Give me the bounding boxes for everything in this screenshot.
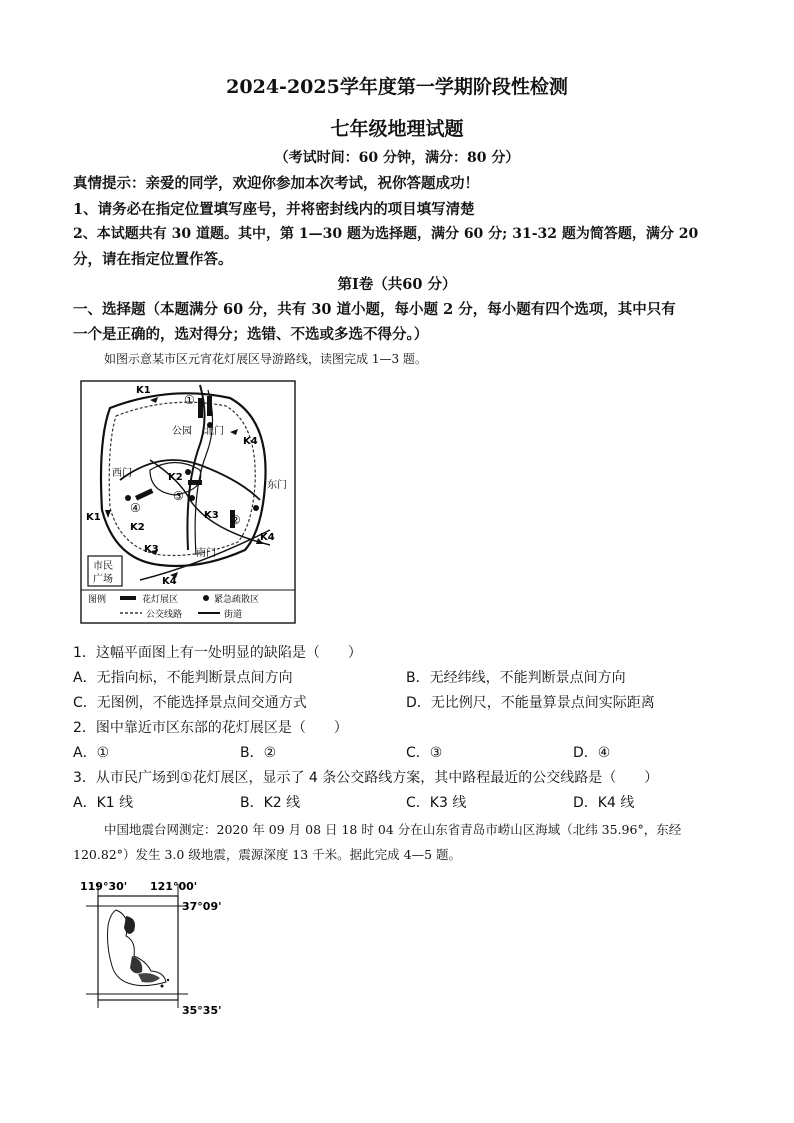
label-east-gate: 东门: [267, 480, 287, 491]
lantern-map-svg: [80, 380, 296, 624]
intro-q4-5-a: 中国地震台网测定：2020 年 09 月 08 日 18 时 04 分在山东省青岛市崂山区海域（北纬 35.96°，东经: [104, 822, 682, 837]
lantern-zone-3: [188, 480, 202, 485]
lantern-map: [80, 380, 296, 624]
label-k2-left: K2: [130, 522, 145, 533]
note-line-2b: 分，请在指定位置作答。: [73, 251, 233, 268]
q3-option-d: D．K4 线: [573, 795, 635, 811]
legend-lantern: 花灯展区: [142, 595, 179, 605]
intro-q4-5-b: 120.82°）发生 3.0 级地震，震源深度 13 千米。据此完成 4—5 题。: [73, 847, 462, 862]
part1-instruction-a: 一、选择题（本题满分 60 分，共有 30 道小题，每小题 2 分，每小题有四个选项，其中只有: [73, 301, 676, 318]
label-k3-center: K3: [204, 510, 219, 521]
map2-lat-top: 37°09': [182, 900, 222, 913]
q1-option-d: D．无比例尺，不能量算景点间实际距离: [406, 695, 655, 711]
label-k1-left: K1: [86, 512, 101, 523]
q3-option-b: B．K2 线: [240, 795, 301, 811]
label-k4-bottom: K4: [162, 576, 177, 587]
label-plaza-2: 广场: [93, 574, 113, 585]
label-west-gate: 西门: [112, 468, 132, 479]
label-k2-center: K2: [168, 472, 183, 483]
q3-option-a: A．K1 线: [73, 795, 134, 811]
map2-lat-bottom: 35°35': [182, 1004, 222, 1017]
q2-option-d: D．④: [573, 745, 611, 761]
tip-line: 真情提示：亲爱的同学，欢迎你参加本次考试，祝你答题成功！: [73, 175, 479, 192]
legend-label: 图例: [88, 595, 107, 605]
q2-stem: 2．图中靠近市区东部的花灯展区是（ ）: [73, 720, 348, 736]
label-circle3: ③: [173, 489, 184, 503]
exam-info: （考试时间：60 分钟，满分：80 分）: [274, 150, 520, 166]
q1-stem: 1．这幅平面图上有一处明显的缺陷是（ ）: [73, 645, 362, 661]
label-k4-top: K4: [243, 436, 258, 447]
q3-stem: 3．从市民广场到①花灯展区，显示了 4 条公交路线方案，其中路程最近的公交线路是（ ）: [73, 770, 659, 786]
label-park: 公园: [172, 426, 192, 437]
qingdao-map-svg: [76, 876, 226, 1020]
label-north-gate: 北门: [204, 426, 224, 437]
map2-lon-right: 121°00': [150, 880, 198, 893]
qingdao-map: [76, 876, 226, 1020]
q1-option-b: B．无经纬线，不能判断景点间方向: [406, 670, 626, 686]
map2-lon-left: 119°30': [80, 880, 128, 893]
lantern-zone-1: [198, 398, 203, 418]
legend-emergency: 紧急疏散区: [214, 595, 260, 605]
label-plaza-1: 市民: [93, 561, 113, 572]
q1-option-c: C．无图例，不能选择景点间交通方式: [73, 695, 307, 711]
lantern-zone-1b: [207, 396, 212, 416]
label-south-gate: 南门: [196, 548, 216, 559]
exam-title: 2024-2025学年度第一学期阶段性检测: [226, 76, 568, 98]
legend-street: 街道: [224, 610, 243, 620]
legend-bus: 公交线路: [146, 610, 183, 620]
q3-option-c: C．K3 线: [406, 795, 467, 811]
part1-heading: 第Ⅰ卷（共60 分）: [337, 276, 457, 293]
q2-option-b: B．②: [240, 745, 277, 761]
label-circle4: ④: [130, 501, 141, 515]
label-k1-top: K1: [136, 385, 151, 396]
intro-q1-3: 如图示意某市区元宵花灯展区导游路线，读图完成 1—3 题。: [104, 352, 427, 366]
q1-option-a: A．无指向标，不能判断景点间方向: [73, 670, 293, 686]
label-circle1: ①: [184, 393, 195, 407]
q2-option-a: A．①: [73, 745, 110, 761]
note-line-2a: 2、本试题共有 30 道题。其中，第 1—30 题为选择题，满分 60 分; 31-32 题为简答题，满分 20: [73, 226, 699, 242]
label-k3-bottom: K3: [144, 544, 159, 555]
label-circle2: ②: [230, 513, 241, 527]
part1-instruction-b: 一个是正确的，选对得分；选错、不选或多选不得分。）: [73, 326, 429, 343]
note-line-1: 1、请务必在指定位置填写座号，并将密封线内的项目填写清楚: [73, 201, 475, 218]
q2-option-c: C．③: [406, 745, 443, 761]
exam-subtitle: 七年级地理试题: [330, 118, 464, 140]
label-k4-right: K4: [260, 532, 275, 543]
